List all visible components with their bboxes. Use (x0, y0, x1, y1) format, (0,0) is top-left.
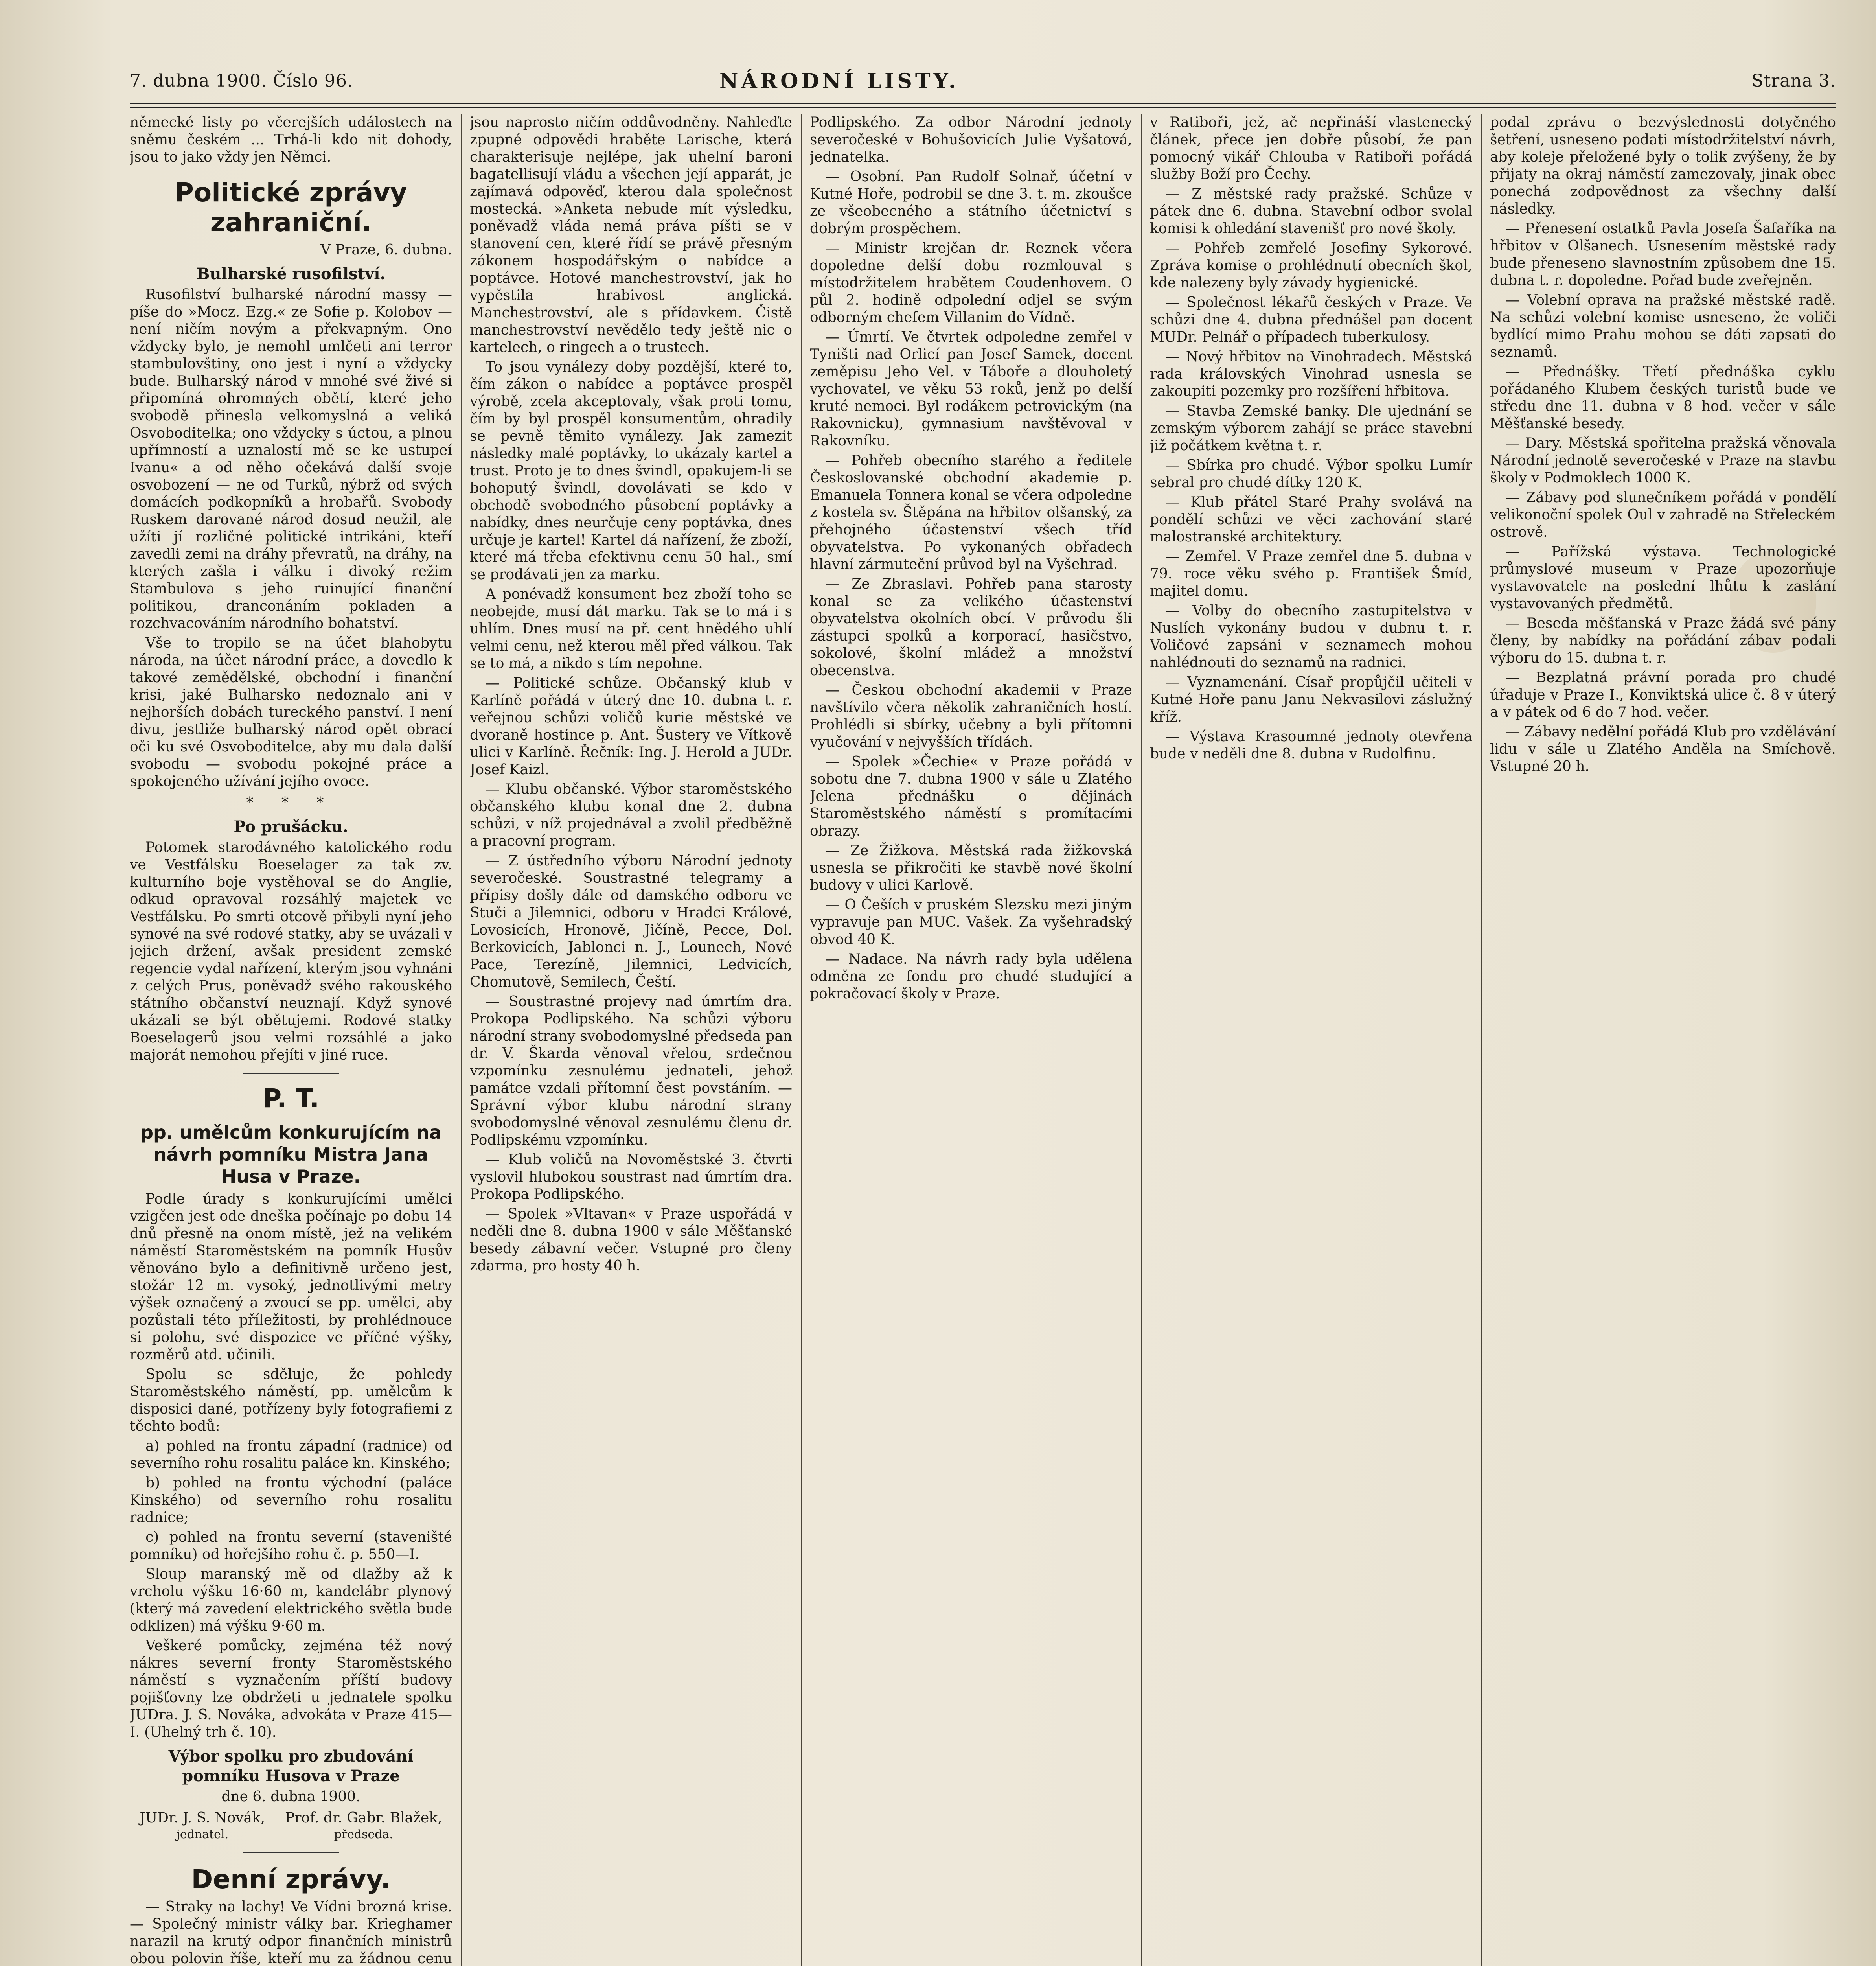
news-paragraph: — Straky na lachy! Ve Vídni brozná krise. — Společný ministr války bar. Krieghamer narazil na krutý odpor finančních ministrů obou polovin říše, kteří mu za žádnou cenu (130, 1899, 452, 1966)
committee-heading: Výbor spolku pro zbudování pomníku Husova v Praze (168, 1747, 414, 1785)
article-subheading: Bulharské rusofilství. (196, 265, 386, 283)
news-paragraph: — Soustrastné projevy nad úmrtím dra. Prokopa Podlipského. Na schůzi výboru národní strany svobodomyslné předseda pan dr. V. Škarda věnoval vřelou, srdečnou vzpomínku zesnulému jednateli, jehož památce vzdali přítomní čest povstáním. — Správní výbor klubu národní strany svobodomyslné věnoval zesnulému členu dr. Podlipskému vzpomínku. (470, 994, 792, 1148)
notice-paragraph: Spolu se sděluje, že pohledy Staroměstského náměstí, pp. umělcům k disposici dané, potřízeny byly fotografiemi z těchto bodů: (130, 1366, 452, 1434)
news-paragraph: — Zábavy pod slunečníkem pořádá v pondělí velikonoční spolek Oul v zahradě na Střeleckém ostrově. (1490, 490, 1836, 540)
news-paragraph: — Sbírka pro chudé. Výbor spolku Lumír sebral pro chudé dítky 120 K. (1150, 457, 1472, 491)
column-rule (1141, 114, 1142, 1966)
separator-stars: * * * (246, 795, 336, 811)
signature-role: předseda. (334, 1828, 393, 1841)
news-paragraph: — Společnost lékařů českých v Praze. Ve schůzi dne 4. dubna přednášel pan docent MUDr. Pelnář o případech tuberkulosy. (1150, 295, 1472, 345)
column-5 (1490, 114, 1836, 1966)
news-paragraph: — Politické schůze. Občanský klub v Karlíně pořádá v úterý dne 10. dubna t. r. veřejnou schůzi voličů kurie městské ve dvoraně hostince p. Ant. Šustery ve Vítkově ulici v Karlíně. Řečník: Ing. J. Herold a JUDr. Josef Kaizl. (470, 675, 792, 778)
notice-list-item: c) pohled na frontu severní (staveništé pomníku) od hořejšího rohu č. p. 550—I. (130, 1529, 452, 1563)
news-paragraph: — Stavba Zemské banky. Dle ujednání se zemským výborem zahájí se práce stavební již počátkem května t. r. (1150, 403, 1472, 454)
column-rule (461, 114, 462, 1966)
notice-paragraph: Sloup maranský mě od dlažby až k vrcholu výšku 16·60 m, kandelábr plynový (který má zavedení elektrického světla bude odklizen) má výšku 9·60 m. (130, 1566, 452, 1634)
news-paragraph: — Zábavy nedělní pořádá Klub pro vzdělávání lidu v sále u Zlatého Anděla na Smíchově. Vstupné 20 h. (1490, 724, 1836, 775)
intro-paragraph: německé listy po včerejších událostech na sněmu českém ... Trhá-li kdo nit dohody, jsou to jako vždy jen Němci. (130, 114, 452, 165)
news-paragraph: — Bezplatná právní porada pro chudé úřaduje v Praze I., Konviktská ulice č. 8 v úterý a v pátek od 6 do 7 hod. večer. (1490, 670, 1836, 720)
news-paragraph: — Volby do obecního zastupitelstva v Nuslích vykonány budou v dubnu t. r. Voličové zapsáni v seznamech mohou nahlédnouti do seznamů na radnici. (1150, 603, 1472, 671)
news-paragraph: — Klubu občanské. Výbor staroměstského občanského klubu konal dne 2. dubna schůzi, v níž projednával a zvolil předběžně a pracovní program. (470, 781, 792, 849)
column-1 (130, 114, 452, 1966)
news-paragraph: — Nový hřbitov na Vinohradech. Městská rada královských Vinohrad usnesla se zakoupiti pozemky pro rozšíření hřbitova. (1150, 349, 1472, 399)
news-paragraph: — Pohřeb obecního starého a ředitele Českoslovanské obchodní akademie p. Emanuela Tonnera konal se včera odpoledne z kostela sv. Štěpána na hřbitov olšanský, za přehojného účastenství všech tříd obyvatelstva. Po vykonaných obřadech hlavní zármuteční průvod byl na Vyšehrad. (810, 453, 1132, 572)
signatures (130, 1810, 452, 1843)
section-heading-foreign: Politické zprávy zahraniční. (175, 177, 407, 237)
news-paragraph: — Z městské rady pražské. Schůze v pátek dne 6. dubna. Stavební odbor svolal komisi k ohledání stavenišť pro nové školy. (1150, 186, 1472, 237)
page-header (130, 71, 1836, 98)
news-paragraph: — Pohřeb zemřelé Josefiny Sykorové. Zpráva komise o prohlédnutí obecních škol, kde nalezeny byly závady hygienické. (1150, 240, 1472, 291)
news-paragraph: — Ministr krejčan dr. Reznek včera dopoledne delší dobu rozmlouval s místodržitelem hrabětem Coudenhovem. O půl 2. hodině odpolední odjel se svým odborným chefem Villanim do Vídně. (810, 240, 1132, 326)
news-paragraph: — Ze Zbraslavi. Pohřeb pana starosty konal se za velikého účastenství obyvatelstva okolních obcí. V průvodu šli zástupci spolků a korporací, hasičstvo, sokolové, školní mládež a množství obecenstva. (810, 576, 1132, 679)
article-paragraph: Rusofilství bulharské národní massy — píše do »Mocz. Ezg.« ze Sofie p. Kolobov — není ničím novým a překvapným. Ono vždycky bylo, je nemohl umlčeti ani terror stambulovštiny, ono jest i nyní a vždycky bude. Bulharský národ v mnohé své živé si připomíná ohromných obětí, které jeho svobodě přinesla velkomyslná a veliká Osvoboditelka; ono vždycky s úctou, a plnou upřímností a uznalostí mě se ke ustupeí Ivanu« a od něho očekává další svoje osvobození — ne od Turků, nýbrž od svých domácích podkopníků a hrobařů. Svobody Ruskem darované národ dosud neužil, ale užíti jí rozličné politické intrikáni, kteří zavedli zemi na dráhy převratů, na dráhy, na kterých zašla i válku i divoký režim Stambulova s jeho ruinující finanční politikou, dranconáním pokladen a rozchvacováním národního bohatství. (130, 287, 452, 631)
article-subheading: Po prušácku. (234, 817, 348, 836)
signature-name: JUDr. J. S. Novák, (140, 1810, 265, 1826)
article-paragraph: Vše to tropilo se na účet blahobytu národa, na účet národní práce, a dovedlo k takové zemědělské, obchodní i finanční krisi, jaké Bulharsko nedoznalo ani v nejhorších dobách tureckého panství. I není divu, jestliže bulharský národ opět obrací oči ku své Osvoboditelce, aby mu dala další svobodu — svobodu pokojné práce a spokojeného užívání jejího ovoce. (130, 635, 452, 790)
notice-paragraph: Podle úrady s konkurujícími umělci vzigčen jest ode dneška počínaje po dobu 14 dnů přesně na onom místě, jež na velikém náměstí Staroměstském na pomník Husův věnováno bylo a definitivně určeno jest, stožár 12 m. vysoký, jednotlivými metry výšek označený a zvoucí se pp. umělci, aby pozůstali této příležitosti, by prohlédnouce si polohu, své dispozice ve příčné výšky, rozměrů atd. učinili. (130, 1191, 452, 1363)
news-paragraph: — Přednášky. Třetí přednáška cyklu pořádaného Klubem českých turistů bude ve středu dne 11. dubna v 8 hod. večer v sále Měšťanské besedy. (1490, 364, 1836, 432)
signature-role: jednatel. (176, 1828, 228, 1841)
news-paragraph: — Z ústředního výboru Národní jednoty severočeské. Soustrastné telegramy a přípisy došly dále od damského odboru ve Stuči a Jilemnici, odboru v Hradci Králové, Lovosicích, Hronově, Jičíně, Pecce, Dol. Berkovicích, Jablonci n. J., Lounech, Nové Pace, Terezíně, Jilemnici, Ledvicích, Chomutově, Semilech, Čeští. (470, 853, 792, 990)
section-heading-daily: Denní zprávy. (191, 1864, 391, 1894)
signature-name: Prof. dr. Gabr. Blažek, (285, 1810, 442, 1826)
news-paragraph: podal zprávu o bezvýslednosti dotyčného šetření, usneseno podati místodržitelství návrh, aby koleje přeložené byly o tolik zvýšeny, že by přijaty na okraj náměstí zamezovaly, jinak obec ponechá zodpovědnost za všechny další následky. (1490, 114, 1836, 217)
news-paragraph: — Úmrtí. Ve čtvrtek odpoledne zemřel v Tyništi nad Orlicí pan Josef Samek, docent zeměpisu Jeho Vel. v Táboře a dlouholetý vychovatel, ve věku 53 roků, jenž po delší kruté nemoci. Byl rodákem petrovickým (na Rakovnicku), gymnasium navštěvoval v Rakovníku. (810, 329, 1132, 449)
column-rule (801, 114, 802, 1966)
news-paragraph: — Pařížská výstava. Technologické průmyslové museum v Praze upozorňuje vystavovatele na poslední lhůtu k zaslání vystavovaných předmětů. (1490, 544, 1836, 612)
news-paragraph: — Klub voličů na Novoměstské 3. čtvrti vyslovil hlubokou soustrast nad úmrtím dra. Prokopa Podlipského. (470, 1152, 792, 1202)
news-paragraph: jsou naprosto ničím oddůvodněny. Nahleďte zpupné odpovědi hraběte Larische, která charakterisuje nejlépe, jak uhelní baroni bagatellisují vládu a všechen její apparát, je zajímavá odpověď, kterou dala společnost mostecká. »Anketa nebude mít výsledku, poněvadž vláda nemá práva píšti se v stanovení cen, které řídí se právě přesným zákonem hospodářským o nabídce a poptávce. Hotové manchestrovství, jak ho vypěstila hrabivost anglická. Manchestrovství, ale s přídavkem. Čistě manchestrovství nevědělo tedy ještě nic o kartelech, o ringech a o trustech. (470, 114, 792, 355)
news-paragraph: — Výstava Krasoumné jednoty otevřena bude v neděli dne 8. dubna v Rudolfinu. (1150, 729, 1472, 762)
news-paragraph: — Osobní. Pan Rudolf Solnař, účetní v Kutné Hoře, podrobil se dne 3. t. m. zkoušce ze všeobecného a státního účetnictví s dobrým prospěchem. (810, 169, 1132, 237)
news-paragraph: — Ze Žižkova. Městská rada žižkovská usnesla se přikročiti ke stavbě nové školní budovy v ulici Karlově. (810, 843, 1132, 893)
news-paragraph: — Přenesení ostatků Pavla Josefa Šafaříka na hřbitov v Olšanech. Usnesením městské rady bude přeneseno slavnostním způsobem dne 15. dubna t. r. dopoledne. Pořad bude zveřejněn. (1490, 221, 1836, 289)
column-rule (1481, 114, 1482, 1966)
dateline: V Praze, 6. dubna. (320, 242, 452, 258)
news-paragraph: — Spolek »Vltavan« v Praze uspořádá v neděli dne 8. dubna 1900 v sále Měšťanské besedy zábavní večer. Vstupné pro členy zdarma, pro hosty 40 h. (470, 1206, 792, 1274)
column-4 (1150, 114, 1472, 1966)
notice-list-item: a) pohled na frontu západní (radnice) od severního rohu rosalitu paláce kn. Kinského; (130, 1438, 452, 1471)
notice-heading: P. T. (262, 1083, 320, 1114)
committee-date: dne 6. dubna 1900. (221, 1789, 360, 1805)
notice-title: pp. umělcům konkurujícím na návrh pomníku Mistra Jana Husa v Praze. (140, 1122, 441, 1187)
issue-date: 7. dubna 1900. Číslo 96. (130, 71, 353, 91)
news-paragraph: Podlipského. Za odbor Národní jednoty severočeské v Bohušovicích Julie Vyšatová, jednatelka. (810, 114, 1132, 165)
news-paragraph: — Beseda měšťanská v Praze žádá své pány členy, by nabídky na pořádání zábav podali výboru do 15. dubna t. r. (1490, 615, 1836, 666)
header-rule (130, 103, 1836, 108)
news-paragraph: A ponévadž konsument bez zboží toho se neobejde, musí dát marku. Tak se to má i s uhlím. Dnes musí na př. cent hnědého uhlí velmi cenu, než kterou měl před válkou. Tak se to má, a nikdo s tím nepohne. (470, 586, 792, 672)
notice-paragraph: Veškeré pomůcky, zejména též nový nákres severní fronty Staroměstského náměstí s vyznačením příští budovy pojišťovny lze obdržeti u jednatele spolku JUDra. J. S. Nováka, advokáta v Praze 415—I. (Uhelný trh č. 10). (130, 1638, 452, 1740)
news-paragraph: — Volební oprava na pražské městské radě. Na schůzi volební komise usneseno, že voliči bydlící mimo Prahu mohou se dáti zapsati do seznamů. (1490, 292, 1836, 360)
news-paragraph: — Vyznamenání. Císař propůjčil učiteli v Kutné Hoře panu Janu Nekvasilovi záslužný kříž. (1150, 674, 1472, 725)
notice-list-item: b) pohled na frontu východní (paláce Kinského) od severního rohu rosalitu radnice; (130, 1475, 452, 1526)
news-paragraph: — Spolek »Čechie« v Praze pořádá v sobotu dne 7. dubna 1900 v sále u Zlatého Jelena přednášku o dějinách Staroměstského náměstí s promítacími obrazy. (810, 754, 1132, 839)
news-paragraph: — Zemřel. V Praze zemřel dne 5. dubna v 79. roce věku svého p. František Šmíd, majitel domu. (1150, 549, 1472, 599)
news-paragraph: — O Češích v pruském Slezsku mezi jiným vypravuje pan MUC. Vašek. Za vyšehradský obvod 40 K. (810, 897, 1132, 948)
news-paragraph: To jsou vynálezy doby pozdější, které to, čím zákon o nabídce a poptávce prospěl výrobě, zcela akceptovaly, však proti tomu, čím by byl prospěl konsumentům, ohradily se pevně těmito vynálezy. Jak zamezit následky malé poptávky, to ukázaly kartel a trust. Proto je to dnes švindl, opakujem-li se bohoputý švindl, dovolávati se kdo v obchodě svobodného působení poptávky a nabídky, dnes neurčuje ceny poptávka, dnes určuje je kartel! Kartel dá nařízení, že zboží, které má třeba efektivnu cenu 50 hal., smí se prodávati jen za marku. (470, 359, 792, 583)
column-3 (810, 114, 1132, 1966)
news-paragraph: — Klub přátel Staré Prahy svolává na pondělí schůzi ve věci zachování staré malostranské architektury. (1150, 494, 1472, 545)
newspaper-title: NÁRODNÍ LISTY. (719, 69, 959, 93)
article-paragraph: Potomek starodávného katolického rodu ve Vestfálsku Boeselager za tak zv. kulturního boje vystěhoval se do Anglie, odkud opravoval rozsáhlý majetek ve Vestfálsku. Po smrti otcově přibyli nyní jeho synové na své rodové statky, aby se uvázali v jejich držení, avšak president zemské regencie vydal nařízení, kterým jsou vyhnáni z celých Prus, poněvadž svého rakouského státního občanství neuznají. Když synové ukázali se být obětujemi. Rodové statky Boeselagerů jsou velmi rozsáhlé a jako majorát nemohou přejíti v jiné ruce. (130, 839, 452, 1063)
news-paragraph: — Dary. Městská spořitelna pražská věnovala Národní jednotě severočeské v Praze na stavbu školy v Podmoklech 1000 K. (1490, 435, 1836, 486)
news-paragraph: — Českou obchodní akademii v Praze navštívilo včera několik zahraničních hostí. Prohlédli si sbírky, učebny a byli přítomni vyučování v nejvyšších třídách. (810, 682, 1132, 750)
news-paragraph: — Nadace. Na návrh rady byla udělena odměna ze fondu pro chudé studující a pokračovací školy v Praze. (810, 951, 1132, 1002)
page-number: Strana 3. (1751, 71, 1836, 91)
divider (243, 1852, 339, 1853)
news-paragraph: v Ratiboři, jež, ač nepřináší vlastenecký článek, přece jen dobře působí, že pan pomocný vikář Chlouba v Ratiboři pořádá služby Boží pro Čechy. (1150, 114, 1472, 182)
column-2 (470, 114, 792, 1966)
divider (243, 1073, 339, 1074)
